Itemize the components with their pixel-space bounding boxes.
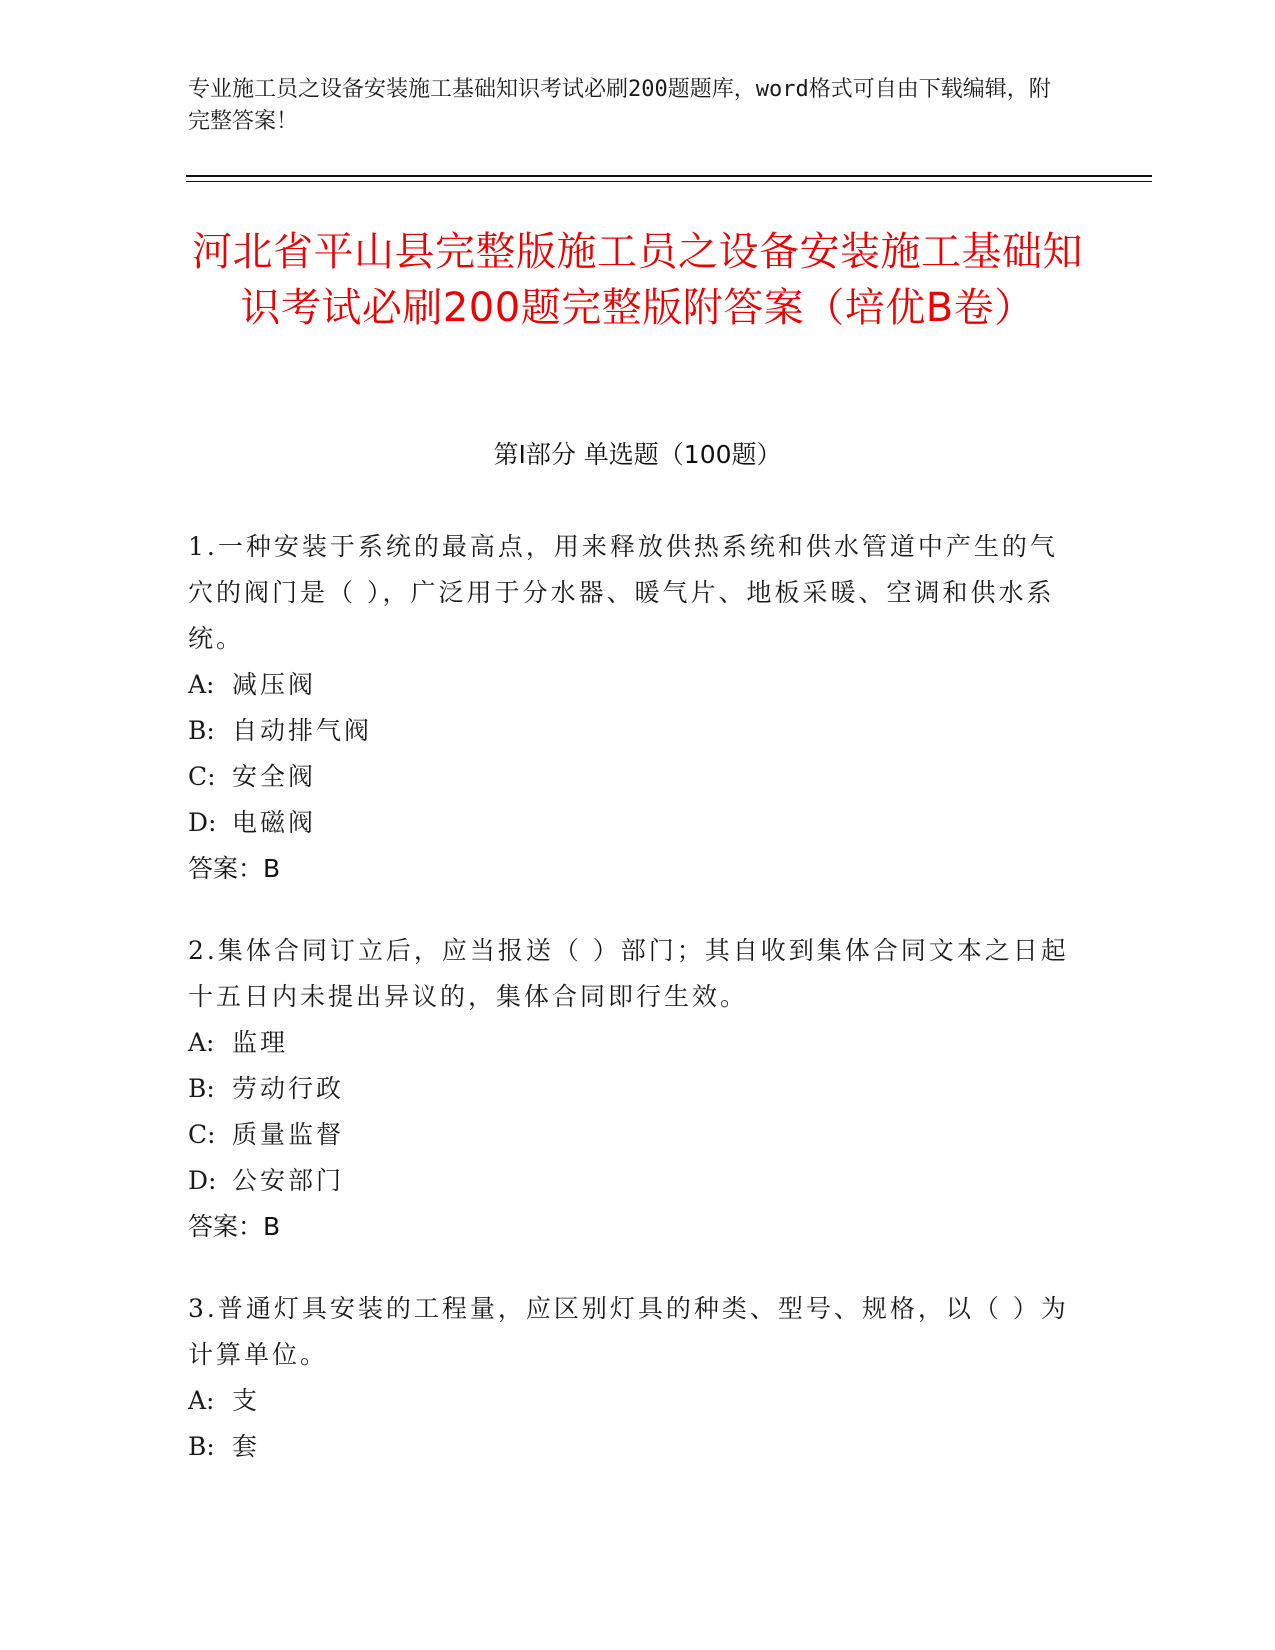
option-key: D: <box>188 808 217 837</box>
option-text: 电磁阀 <box>232 808 317 837</box>
question-stem: 2.集体合同订立后，应当报送（ ）部门；其自收到集体合同文本之日起十五日内未提出异议的，集体合同即行生效。 <box>188 936 1069 1011</box>
option-key: B: <box>188 1074 215 1103</box>
question-3 <box>188 1286 1078 1470</box>
option-text: 公安部门 <box>232 1166 345 1195</box>
option-key: A: <box>188 1386 215 1415</box>
question-1 <box>188 524 1078 892</box>
option-text: 支 <box>232 1386 261 1415</box>
option-text: 减压阀 <box>232 670 317 699</box>
option-key: C: <box>188 762 216 791</box>
answer-line: 答案：B <box>188 854 281 883</box>
option-d <box>188 1158 1078 1204</box>
question-stem: 3.普通灯具安装的工程量，应区别灯具的种类、型号、规格，以（ ）为计算单位。 <box>188 1294 1069 1369</box>
option-text: 自动排气阀 <box>232 716 373 745</box>
option-text: 监理 <box>232 1028 289 1057</box>
option-d <box>188 800 1078 846</box>
option-c <box>188 754 1078 800</box>
header-divider-thin <box>186 181 1152 182</box>
header-note: 专业施工员之设备安装施工基础知识考试必刷200题题库，word格式可自由下载编辑，附完整答案！ <box>188 77 1051 134</box>
document-title: 河北省平山县完整版施工员之设备安装施工基础知识考试必刷200题完整版附答案（培优B卷） <box>192 229 1083 331</box>
option-a <box>188 1378 1078 1424</box>
option-b <box>188 1066 1078 1112</box>
option-key: D: <box>188 1166 217 1195</box>
option-text: 劳动行政 <box>232 1074 345 1103</box>
option-b <box>188 1424 1078 1470</box>
option-text: 质量监督 <box>232 1120 345 1149</box>
option-key: A: <box>188 670 215 699</box>
option-b <box>188 708 1078 754</box>
question-stem: 1.一种安装于系统的最高点，用来释放供热系统和供水管道中产生的气穴的阀门是（ ），广泛用于分水器、暖气片、地板采暖、空调和供水系统。 <box>188 532 1058 653</box>
option-key: A: <box>188 1028 215 1057</box>
option-text: 套 <box>232 1432 261 1461</box>
option-a <box>188 1020 1078 1066</box>
answer-line: 答案：B <box>188 1212 281 1241</box>
option-text: 安全阀 <box>232 762 317 791</box>
header-divider-thick <box>186 175 1152 177</box>
option-c <box>188 1112 1078 1158</box>
option-key: B: <box>188 716 215 745</box>
option-a <box>188 662 1078 708</box>
question-list <box>188 524 1078 1506</box>
option-key: C: <box>188 1120 216 1149</box>
option-key: B: <box>188 1432 215 1461</box>
section-heading: 第Ⅰ部分 单选题（100题） <box>493 440 782 469</box>
question-2 <box>188 928 1078 1250</box>
